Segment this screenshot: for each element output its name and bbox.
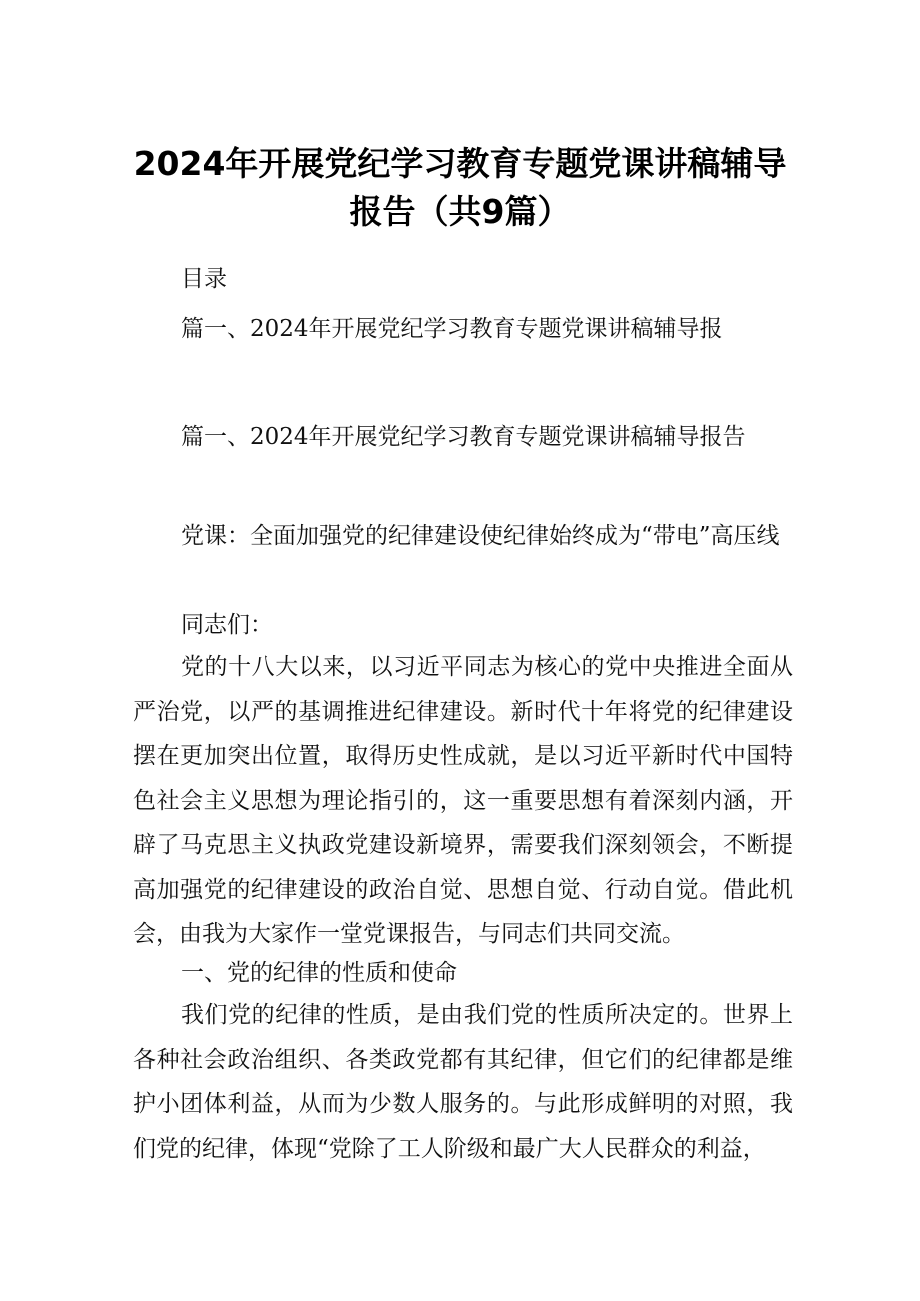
subsection-heading: 一、党的纪律的性质和使命 <box>181 960 457 986</box>
toc-heading: 目录 <box>181 266 227 292</box>
body-paragraph: 我们党的纪律的性质，是由我们党的性质所决定的。世界上各种社会政治组织、各类政党都有其纪律，但它们的纪律都是维护小团体利益，从而为少数人服务的。与此形成鲜明的对照，我们党的纪律，体现“党除了工人阶级和最广大人民群众的利益， <box>133 1002 793 1162</box>
lecture-title: 党课：全面加强党的纪律建设使纪律始终成为“带电”高压线 <box>181 523 780 549</box>
section-heading: 篇一、2024年开展党纪学习教育专题党课讲稿辅导报告 <box>181 424 746 450</box>
body-paragraph: 党的十八大以来，以习近平同志为核心的党中央推进全面从严治党，以严的基调推进纪律建设。新时代十年将党的纪律建设摆在更加突出位置，取得历史性成就，是以习近平新时代中国特色社会主义思想为理论指引的，这一重要思想有着深刻内涵，开辟了马克思主义执政党建设新境界，需要我们深刻领会，不断提高加强党的纪律建设的政治自觉、思想自觉、行动自觉。借此机会，由我为大家作一堂党课报告，与同志们共同交流。 <box>133 654 793 947</box>
toc-item[interactable]: 篇一、2024年开展党纪学习教育专题党课讲稿辅导报 <box>181 316 723 342</box>
salutation: 同志们： <box>181 612 273 638</box>
document-title: 2024年开展党纪学习教育专题党课讲稿辅导报告（共9篇） <box>133 144 787 231</box>
